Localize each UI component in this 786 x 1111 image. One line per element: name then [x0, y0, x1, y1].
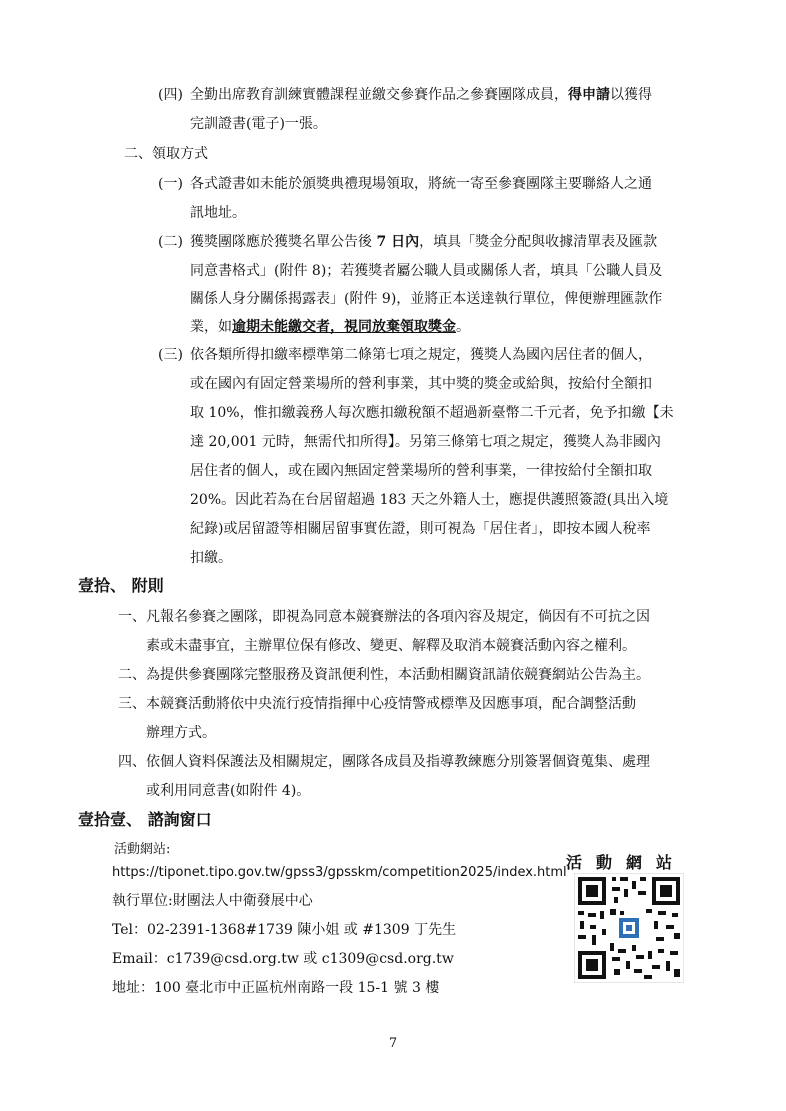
appendix-item3-line1: 本競賽活動將依中央流行疫情指揮中心疫情警戒標準及因應事項，配合調整活動 [146, 696, 636, 712]
website-link[interactable]: https://tiponet.tipo.gov.tw/gpss3/gpsskm/competition2025/index.html [112, 865, 567, 880]
item3-line7: 紀錄)或居留證等相關居留事實佐證，則可視為「居住者」，即按本國人稅率 [190, 521, 651, 537]
item3-line3: 取 10%，惟扣繳義務人每次應扣繳稅額不超過新臺幣二千元者，免予扣繳【未 [190, 405, 674, 421]
item-label-4: (四) [158, 87, 183, 103]
item4-text-end: 以獲得 [610, 87, 652, 103]
item3-line6: 20%。因此若為在台居留超過 183 天之外籍人士，應提供護照簽證(具出入境 [190, 492, 669, 508]
appendix-item4-line1: 依個人資料保護法及相關規定，團隊各成員及指導教練應分別簽署個資蒐集、處理 [146, 754, 650, 770]
appendix-item2-line1: 為提供參賽團隊完整服務及資訊便利性，本活動相關資訊請依競賽網站公告為主。 [146, 667, 650, 683]
item3-line4: 達 20,001 元時，無需代扣所得】。另第三條第七項之規定，獲獎人為非國內 [190, 434, 661, 450]
qr-code-icon[interactable] [574, 873, 684, 983]
appendix-item1-line1: 凡報名參賽之團隊，即視為同意本競賽辦法的各項內容及規定，倘因有不可抗之因 [146, 609, 650, 625]
contact-address: 地址：100 臺北市中正區杭州南路一段 15-1 號 3 樓 [112, 980, 440, 996]
item-label-3: (三) [158, 347, 183, 363]
item2-line4-text: 業，如 [190, 319, 232, 335]
organizer: 執行單位:財團法人中衛發展中心 [112, 893, 313, 909]
item2-text: 獲獎團隊應於獲獎名單公告後 [190, 234, 377, 250]
appendix-item1-line2: 素或未盡事宜，主辦單位保有修改、變更、解釋及取消本競賽活動內容之權利。 [146, 638, 636, 654]
contact-email[interactable]: Email：c1739@csd.org.tw 或 c1309@csd.org.tw [112, 951, 454, 967]
section-heading-contact: 壹拾壹、 諮詢窗口 [78, 810, 212, 829]
page-number: 7 [388, 1036, 398, 1051]
appendix-label-2: 二、 [118, 667, 146, 683]
qr-title: 活動網站 [566, 853, 687, 872]
appendix-item4-line2: 或利用同意書(如附件 4)。 [146, 783, 311, 799]
item4-line1 [190, 86, 652, 104]
website-label: 活動網站: [114, 842, 171, 857]
item2-line4-end: 。 [456, 319, 470, 335]
item-label-2: (二) [158, 234, 183, 250]
section-heading-collection: 二、領取方式 [124, 146, 208, 162]
appendix-item3-line2: 辦理方式。 [146, 725, 216, 741]
item3-line2: 或在國內有固定營業場所的營利事業，其中獎的獎金或給與，按給付全額扣 [190, 376, 652, 392]
item2-line1 [190, 233, 657, 251]
item2-text-end: ，填具「獎金分配與收據清單表及匯款 [419, 234, 658, 250]
item-label-1: (一) [158, 176, 183, 192]
item2-deadline: 7 日內 [376, 234, 420, 250]
item3-line1: 依各類所得扣繳率標準第二條第七項之規定，獲獎人為國內居住者的個人， [190, 347, 652, 363]
item4-text: 全勤出席教育訓練實體課程並繳交參賽作品之參賽團隊成員， [190, 87, 568, 103]
appendix-label-3: 三、 [118, 696, 146, 712]
appendix-label-1: 一、 [118, 609, 146, 625]
item3-line5: 居住者的個人，或在國內無固定營業場所的營利事業，一律按給付全額扣取 [190, 463, 652, 479]
item1-line2: 訊地址。 [190, 205, 246, 221]
item3-line8: 扣繳。 [190, 550, 232, 566]
section-heading-appendix: 壹拾、 附則 [78, 576, 164, 595]
item4-bold-text: 得申請 [568, 87, 610, 103]
item1-line1: 各式證書如未能於頒獎典禮現場領取，將統一寄至參賽團隊主要聯絡人之通 [190, 176, 652, 192]
appendix-label-4: 四、 [118, 754, 146, 770]
contact-tel: Tel：02-2391-1368#1739 陳小姐 或 #1309 丁先生 [112, 922, 457, 938]
item2-line2: 同意書格式」(附件 8)；若獲獎者屬公職人員或關係人者，填具「公職人員及 [190, 263, 663, 279]
item2-line3: 關係人身分關係揭露表」(附件 9)，並將正本送達執行單位，俾便辦理匯款作 [190, 291, 663, 307]
item2-line4 [190, 318, 470, 336]
item4-line2: 完訓證書(電子)一張。 [190, 116, 327, 132]
item2-warning: 逾期未能繳交者，視同放棄領取獎金 [232, 319, 456, 335]
